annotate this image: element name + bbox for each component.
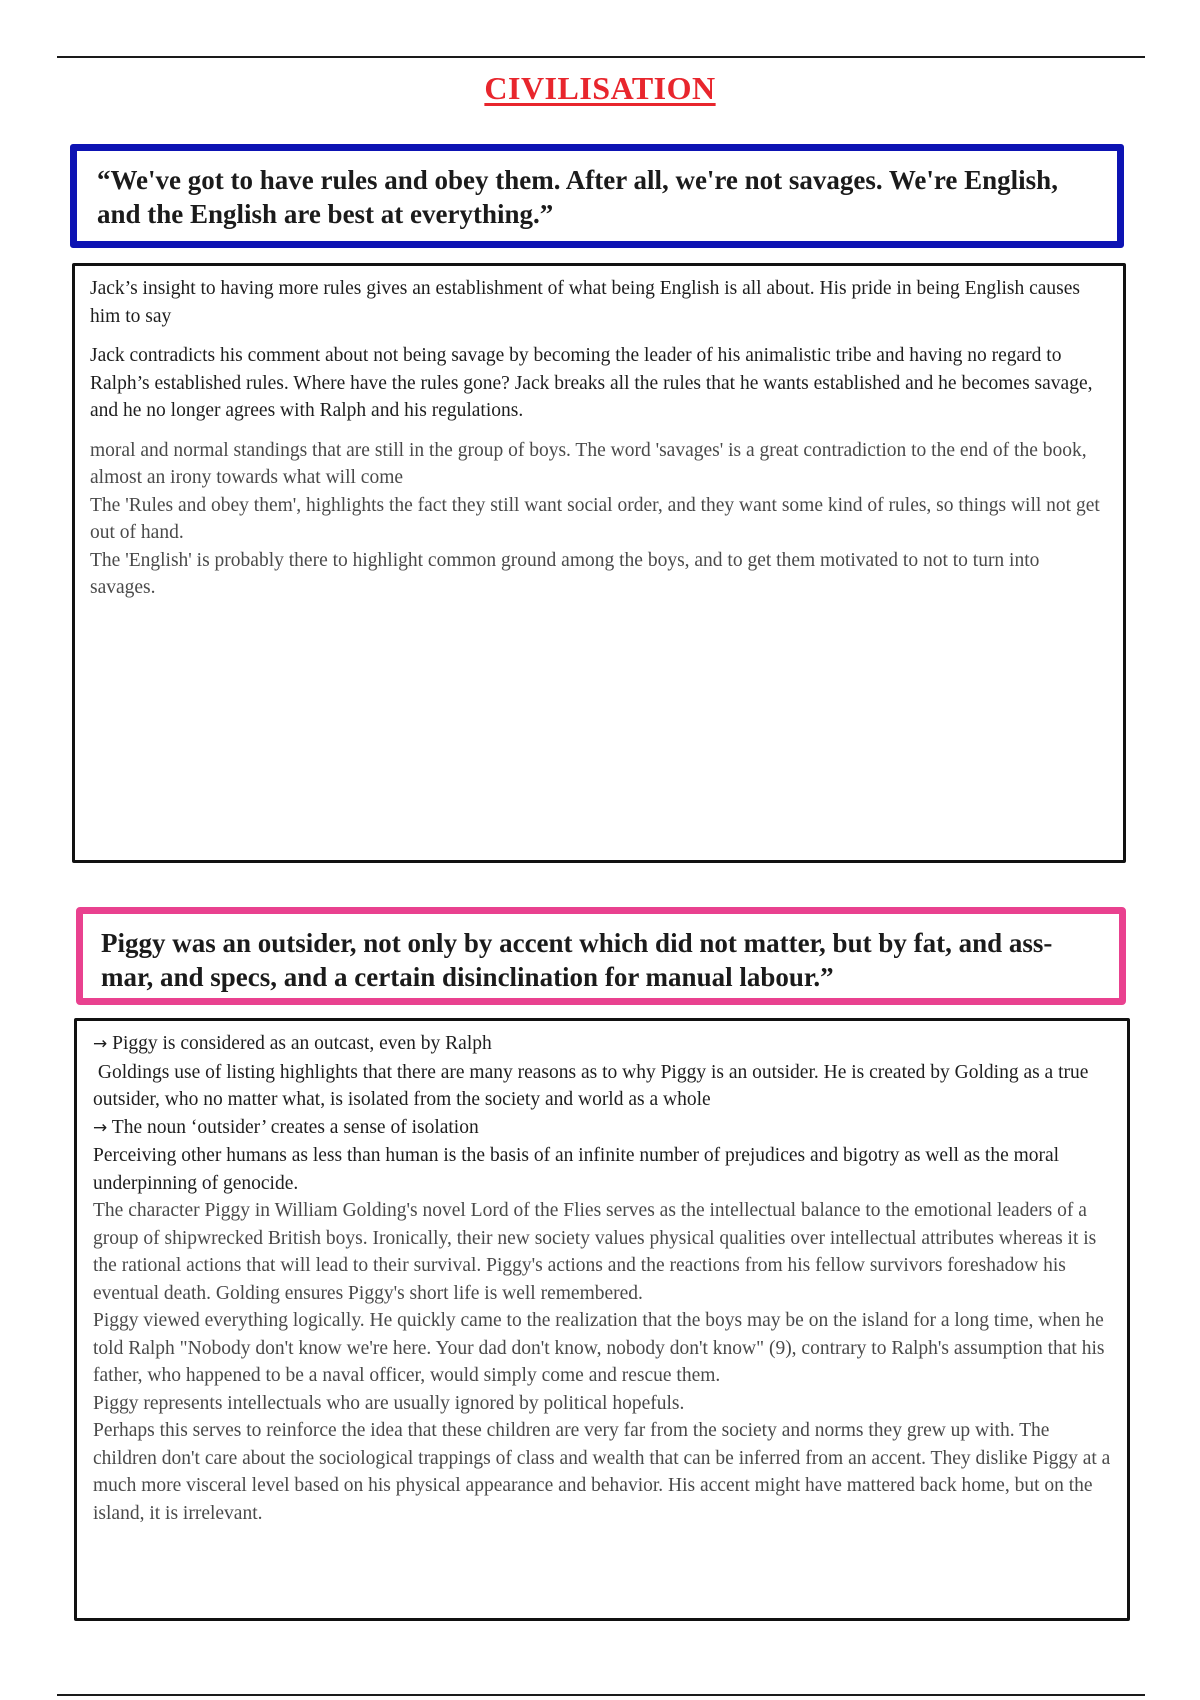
arrow-right-icon: → (93, 1034, 108, 1054)
analysis-line-text: Piggy is considered as an outcast, even by Ralph (112, 1033, 492, 1054)
analysis-paragraph: moral and normal standings that are still in the group of boys. The word 'savages' is a great contradiction to the end of the book, almost an irony towards what will come (90, 439, 1087, 488)
analysis-box-piggy (74, 1018, 1130, 1621)
quote-box-piggy (76, 907, 1126, 1005)
top-rule (57, 56, 1145, 58)
analysis-paragraph: The 'English' is probably there to highlight common ground among the boys, and to get them motivated to not to turn into savages. (90, 549, 1040, 598)
analysis-paragraph: Perhaps this serves to reinforce the idea that these children are very far from the society and norms they grew up with. The children don't care about the sociological trappings of class and wealth that can be inferred from an accent. They dislike Piggy at a much more visceral level based on his physical appearance and behavior. His accent might have mattered back home, but on the island, it is irrelevant. (93, 1420, 1111, 1524)
analysis-paragraph: Piggy represents intellectuals who are usually ignored by political hopefuls. (93, 1392, 685, 1414)
quote-text: “We've got to have rules and obey them. After all, we're not savages. We're English, and the English are best at everything.” (97, 165, 1058, 229)
analysis-box-civilisation (72, 263, 1126, 863)
analysis-paragraph: The character Piggy in William Golding's novel Lord of the Flies serves as the intellectual balance to the emotional leaders of a group of shipwrecked British boys. Ironically, their new society values physical qualities over intellectual attributes whereas it is the rational actions that will lead to their survival. Piggy's actions and the reactions from his fellow survivors foreshadow his eventual death. Golding ensures Piggy's short life is well remembered. (93, 1200, 1097, 1304)
bottom-rule (57, 1694, 1145, 1696)
analysis-line (93, 1114, 1111, 1143)
analysis-line: Goldings use of listing highlights that there are many reasons as to why Piggy is an outsider. He is created by Golding as a true outsider, who no matter what, is isolated from the society and world as a whole (93, 1061, 1094, 1110)
analysis-paragraph: Piggy viewed everything logically. He quickly came to the realization that the boys may be on the island for a long time, when he told Ralph "Nobody don't know we're here. Your dad don't know, nobody don't know" (9), contrary to Ralph's assumption that his father, who happened to be a naval officer, would simply come and rescue them. (93, 1310, 1105, 1386)
analysis-line-text: The noun ‘outsider’ creates a sense of isolation (111, 1116, 479, 1138)
quote-box-civilisation (70, 144, 1124, 248)
analysis-line: Perceiving other humans as less than human is the basis of an infinite number of prejudices and bigotry as well as the moral underpinning of genocide. (93, 1145, 1060, 1194)
arrow-right-icon: → (93, 1117, 108, 1138)
analysis-line (93, 1030, 1111, 1059)
quote-text: Piggy was an outsider, not only by accent which did not matter, but by fat, and ass-mar, and specs, and a certain disinclination for manual labour.” (101, 928, 1053, 992)
analysis-paragraph: The 'Rules and obey them', highlights the fact they still want social order, and they want some kind of rules, so things will not get out of hand. (90, 494, 1100, 543)
analysis-paragraph: Jack contradicts his comment about not being savage by becoming the leader of his animalistic tribe and having no regard to Ralph’s established rules. Where have the rules gone? Jack breaks all the rules that he wants established and he becomes savage, and he no longer agrees with Ralph and his regulations. (90, 345, 1093, 421)
analysis-paragraph: Jack’s insight to having more rules gives an establishment of what being English is all about. His pride in being English causes him to say (90, 278, 1081, 327)
page-title: CIVILISATION (484, 70, 716, 106)
